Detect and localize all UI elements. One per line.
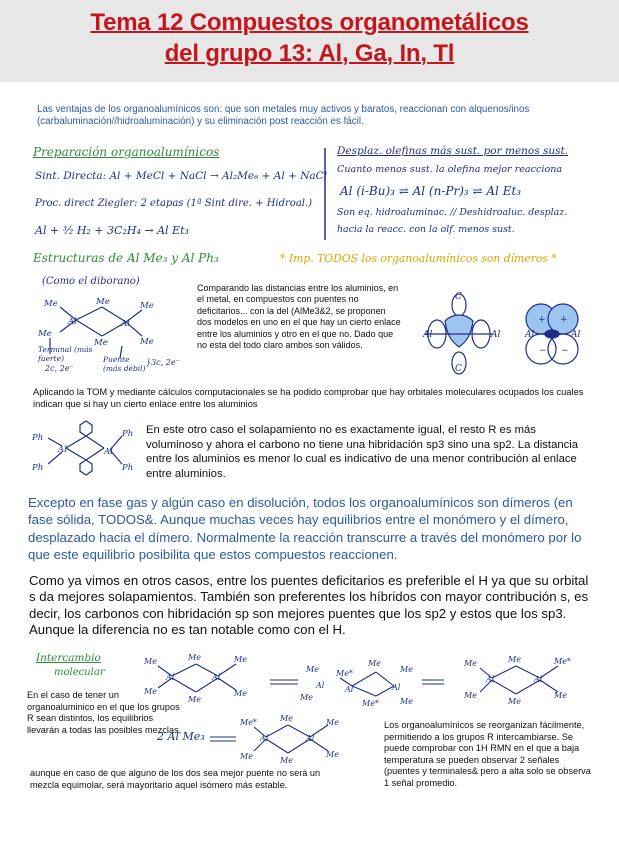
dimer-equilibrium-paragraph: Excepto en fase gas y algún caso en disolución, todos los organoalumínicos son dímeros (en fase sólida, TODOS&. Aunque muchas veces hay equilibrios entre el monómero y el dímero, desplazado hacia el dímero. Normalmente la reacción transcurre a través del monómero por lo que este equilibrio posibilita que estos compuestos reaccionen. (28, 495, 582, 562)
svg-text:Al: Al (306, 734, 315, 743)
svg-text:Me: Me (400, 665, 413, 674)
svg-text:Me: Me (144, 687, 157, 696)
intercambio-heading: Intercambio (36, 652, 101, 664)
ziegler-process: Proc. direct Ziegler: 2 etapas (1ª Sint dire. + Hidroal.) (35, 198, 313, 209)
svg-text:Me: Me (326, 718, 339, 727)
svg-text:Me: Me (554, 691, 567, 700)
ziegler-equation: Al + ³⁄₂ H₂ + 3C₂H₄ → Al Et₃ (35, 224, 189, 237)
orbital-overlap-diagrams (415, 285, 590, 385)
svg-text:Al: Al (486, 675, 495, 684)
page-title-line-2: del grupo 13: Al, Ga, In, Tl (164, 40, 455, 67)
svg-text:Al: Al (316, 681, 325, 690)
exchange-equilibrium-scheme (140, 648, 580, 716)
svg-text:Me: Me (38, 329, 52, 339)
terminal-bond-label: 2c, 2e⁻ (45, 364, 74, 373)
bridges-paragraph: Como ya vimos en otros casos, entre los puentes deficitarios es preferible el H ya que su orbital s da mejores solapamientos. También son preferentes los híbridos con mayor contribución s, es decir, los carbonos con hibridación sp son mejores puentes que los sp2 y estos que los sp3. Aunque la diferencia no es tan notable como con el H. (29, 573, 589, 638)
puente-bond-label: }3c, 2e⁻ (146, 358, 180, 367)
section-divider (322, 146, 328, 242)
desplaz-heading: Desplaz. olefinas más sust. por menos sust. (337, 145, 569, 157)
preparacion-heading: Preparación organoalumínicos (33, 145, 220, 159)
svg-text:Al: Al (68, 317, 77, 327)
svg-text:Me: Me (94, 338, 108, 348)
svg-text:C: C (455, 292, 462, 302)
svg-text:Ph: Ph (32, 433, 44, 443)
svg-text:Me*: Me* (336, 669, 353, 678)
svg-text:Al: Al (121, 319, 130, 329)
svg-text:Me: Me (300, 693, 313, 702)
svg-text:Ph: Ph (32, 463, 44, 473)
svg-text:Ph: Ph (122, 429, 134, 439)
puente-label: Puente (más débil) (103, 355, 146, 373)
terminal-label: Terminal (más fuerte) (38, 345, 93, 363)
svg-text:Me*: Me* (554, 657, 571, 666)
olefin-equilibrium: Al (i-Bu)₃ ⇌ Al (n-Pr)₃ ⇌ Al Et₃ (340, 184, 522, 198)
intercambio-right-text: Los organoalumínicos se reorganizan fácilmente, permitiendo a los grupos R intercambiarse. Se puede comprobar con 1H RMN en el que a baja temperatura se pueden observar 2 señales (puentes y terminales& pero a alta solo se observa 1 señal promedio. (384, 720, 591, 788)
intro-paragraph: Las ventajas de los organoalumínicos son: que son metales muy activos y baratos, reaccionan con alquenos/inos (carbaluminación//hidroaluminación) y su eliminación post reacción es fácil. (37, 104, 530, 128)
svg-text:Me: Me (508, 655, 521, 664)
sint-directa-equation: Sint. Directa: Al + MeCl + NaCl → Al₂Me₆ + Al + NaCl (35, 170, 328, 182)
trimethylaluminium-label: 2 Al Me₃ (157, 730, 205, 743)
svg-text:Al: Al (58, 445, 67, 455)
intercambio-bottom-text: aunque en caso de que alguno de los dos sea mejor puente no será un mezcla equimolar, será mayoritario aquel isómero más estable. (30, 768, 321, 790)
svg-text:Al: Al (345, 685, 354, 694)
svg-text:Al: Al (212, 673, 221, 682)
svg-text:Al: Al (423, 330, 433, 340)
svg-text:Al: Al (392, 683, 401, 692)
svg-text:Me: Me (306, 665, 319, 674)
svg-text:+: + (560, 315, 568, 325)
svg-text:Me: Me (188, 695, 201, 704)
svg-text:Me: Me (144, 657, 157, 666)
diborane-note: (Como el diborano) (42, 276, 140, 287)
desplaz-line-4: hacia la reacc. con la olf. menos sust. (337, 224, 515, 235)
svg-text:Al: Al (166, 673, 175, 682)
svg-text:Me: Me (234, 689, 247, 698)
svg-text:Al: Al (104, 447, 113, 457)
svg-text:Ph: Ph (122, 463, 134, 473)
svg-text:+: + (538, 315, 546, 325)
svg-text:Me: Me (400, 697, 413, 706)
svg-text:Me: Me (96, 297, 110, 307)
desplaz-line-2: Cuanto menos sust. la olefina mejor reacciona (337, 164, 563, 175)
svg-text:Me: Me (234, 655, 247, 664)
svg-text:Me: Me (240, 752, 253, 761)
svg-text:Al: Al (260, 734, 269, 743)
svg-text:Al: Al (534, 675, 543, 684)
svg-text:Me*: Me* (362, 699, 379, 708)
tom-paragraph: Aplicando la TOM y mediante cálculos computacionales se ha podido comprobar que hay orbitales moleculares ocupados los cuales indican que si hay un cierto enlace entre los aluminios (33, 386, 584, 410)
svg-text:Me: Me (368, 659, 381, 668)
comparison-text: Comparando las distancias entre los aluminios, en el metal, en compuestos con puentes no deficitarios... con la del (AlMe3&2, se proponen dos modelos en uno en el que hay un cierto enlace entre los aluminios y otro en el que no. Dado que no esta del todo claro ambos son válidos. (197, 283, 401, 351)
svg-text:−: − (539, 346, 547, 356)
svg-text:Me: Me (464, 659, 477, 668)
exchange-dimer-structure (208, 713, 356, 765)
dimer-note: * Imp. TODOS los organoalumínicos son dímeros * (280, 252, 557, 265)
intercambio-left-text: En el caso de tener un organoaluminico en el que los grupos R sean distintos, los equilibrios llevarán a todas las posibles mezclas, (27, 690, 182, 735)
svg-text:Me: Me (140, 337, 154, 347)
svg-text:Me: Me (508, 697, 521, 706)
svg-text:Me: Me (44, 299, 58, 309)
estructuras-heading: Estructuras de Al Me₃ y Al Ph₃ (33, 251, 219, 265)
alph3-dimer-structure (28, 412, 146, 480)
desplaz-line-3: Son eq. hidroaluminac. // Deshidroaluc. desplaz. (337, 207, 568, 218)
svg-text:Me: Me (280, 714, 293, 723)
svg-text:−: − (561, 346, 569, 356)
page-title-line-1: Tema 12 Compuestos organometálicos (90, 9, 529, 36)
svg-text:Al: Al (491, 330, 501, 340)
intercambio-subheading: molecular (54, 667, 105, 678)
svg-text:Me: Me (140, 301, 154, 311)
svg-text:C: C (455, 364, 462, 374)
svg-text:Me: Me (326, 750, 339, 759)
svg-text:Me: Me (464, 691, 477, 700)
svg-text:Me: Me (280, 756, 293, 765)
svg-text:Al: Al (571, 330, 581, 340)
svg-text:Al: Al (525, 330, 535, 340)
svg-text:Me: Me (188, 653, 201, 662)
ph-comparison-text: En este otro caso el solapamiento no es exactamente igual, el resto R es más voluminoso y ahora el carbono no tiene una hibridación sp3 sino una sp2. La distancia entre los aluminios es menor lo cual es indicativo de una menor contribución al enlace entre aluminios. (146, 424, 579, 480)
svg-text:Me*: Me* (240, 718, 257, 727)
